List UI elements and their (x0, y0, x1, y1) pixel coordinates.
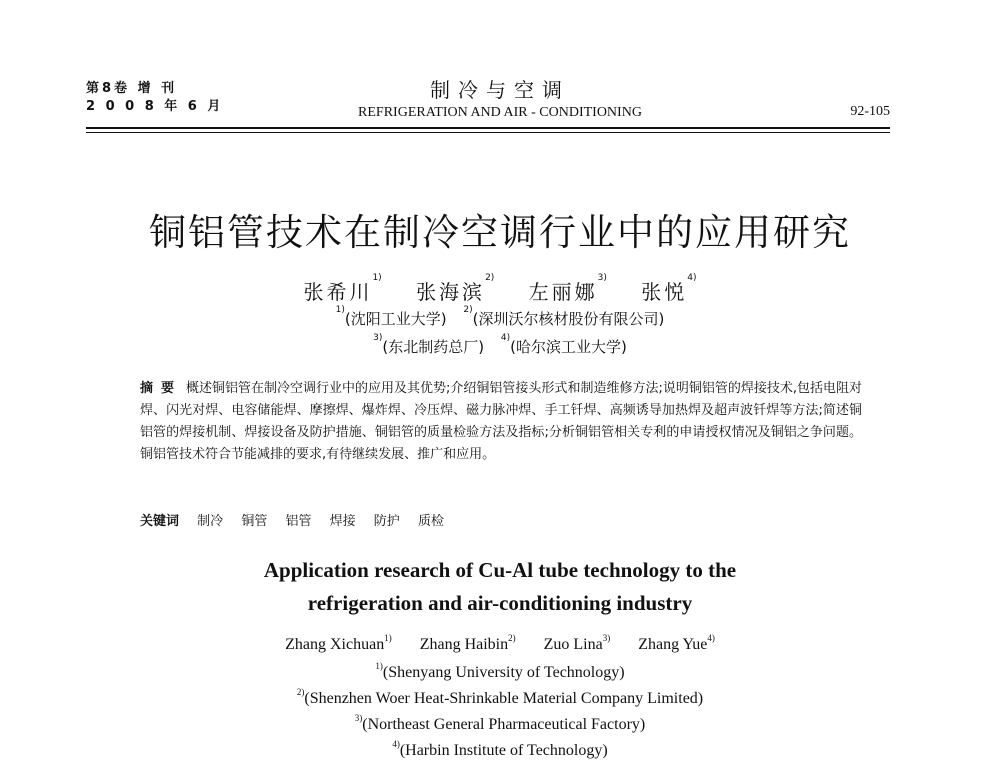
affiliation-cn: $^{4)}$(哈尔滨工业大学) (500, 333, 627, 356)
author-list-cn (0, 273, 1000, 305)
keyword: 质检 (417, 514, 444, 529)
author-cn: 左丽娜$^{3)}$ (528, 273, 607, 304)
keywords (140, 510, 458, 529)
keyword: 铝管 (285, 514, 312, 529)
affiliation-en: $^{2)}$(Shenzhen Woer Heat-Shrinkable Material Company Limited) (296, 687, 704, 707)
affiliations-cn-line2 (0, 333, 1000, 357)
paper-title-cn: 铜铝管技术在制冷空调行业中的应用研究 (149, 211, 851, 254)
issue-date: 2 0 0 8 年 6 月 (86, 99, 224, 114)
author-cn: 张海滨$^{2)}$ (416, 273, 495, 304)
affiliation-cn: $^{1)}$(沈阳工业大学) (335, 305, 447, 328)
keyword: 焊接 (329, 514, 356, 529)
journal-name-en: REFRIGERATION AND AIR - CONDITIONING (358, 105, 642, 120)
affiliation-cn: $^{2)}$(深圳沃尔核材股份有限公司) (463, 305, 665, 328)
affiliation-en: $^{1)}$(Shenyang University of Technology) (375, 661, 625, 681)
abstract (140, 378, 862, 466)
author-cn: 张悦$^{4)}$ (641, 273, 697, 304)
author-en: Zuo Lina$^{3)}$ (543, 633, 611, 653)
author-en: Zhang Haibin$^{2)}$ (419, 633, 516, 653)
keyword: 制冷 (197, 514, 224, 529)
paper-title-en (0, 554, 1000, 620)
author-cn: 张希川$^{1)}$ (303, 273, 382, 304)
keywords-label: 关键词 (140, 514, 180, 529)
author-en: Zhang Xichuan$^{1)}$ (285, 633, 392, 653)
author-en: Zhang Yue$^{4)}$ (638, 633, 715, 653)
page-range: 92-105 (850, 104, 890, 119)
title-en-line2: refrigeration and air-conditioning industry (307, 591, 693, 615)
header-rule-thin (86, 132, 890, 133)
keyword: 铜管 (241, 514, 268, 529)
affiliation-en: $^{4)}$(Harbin Institute of Technology) (392, 739, 608, 759)
abstract-text: 概述铜铝管在制冷空调行业中的应用及其优势;介绍铜铝管接头形式和制造维修方法;说明铜铝管的焊接技术,包括电阻对焊、闪光对焊、电容储能焊、摩擦焊、爆炸焊、冷压焊、磁力脉冲焊、手工钎焊、高频诱导加热焊及超声波钎焊等方法;简述铜铝管的焊接机制、焊接设备及防护措施、铜铝管的质量检验方法及指标;分析铜铝管相关专利的申请授权情况及铜铝之争问题。铜铝管技术符合节能减排的要求,有待继续发展、推广和应用。 (140, 381, 862, 462)
journal-name-cn: 制冷与空调 (430, 78, 570, 102)
affiliation-cn: $^{3)}$(东北制药总厂) (373, 333, 485, 356)
author-list-en (0, 633, 1000, 654)
affiliation-en: $^{3)}$(Northeast General Pharmaceutical Factory) (354, 713, 646, 733)
journal-name (300, 74, 700, 121)
journal-issue-info (86, 80, 223, 116)
title-en-line1: Application research of Cu-Al tube technology to the (263, 558, 737, 582)
keyword: 防护 (373, 514, 400, 529)
header-rule-thick (86, 127, 890, 129)
abstract-label: 摘要 (140, 381, 183, 396)
volume-label: 第8卷 增 刊 (86, 81, 178, 96)
affiliations-cn-line1 (0, 305, 1000, 329)
